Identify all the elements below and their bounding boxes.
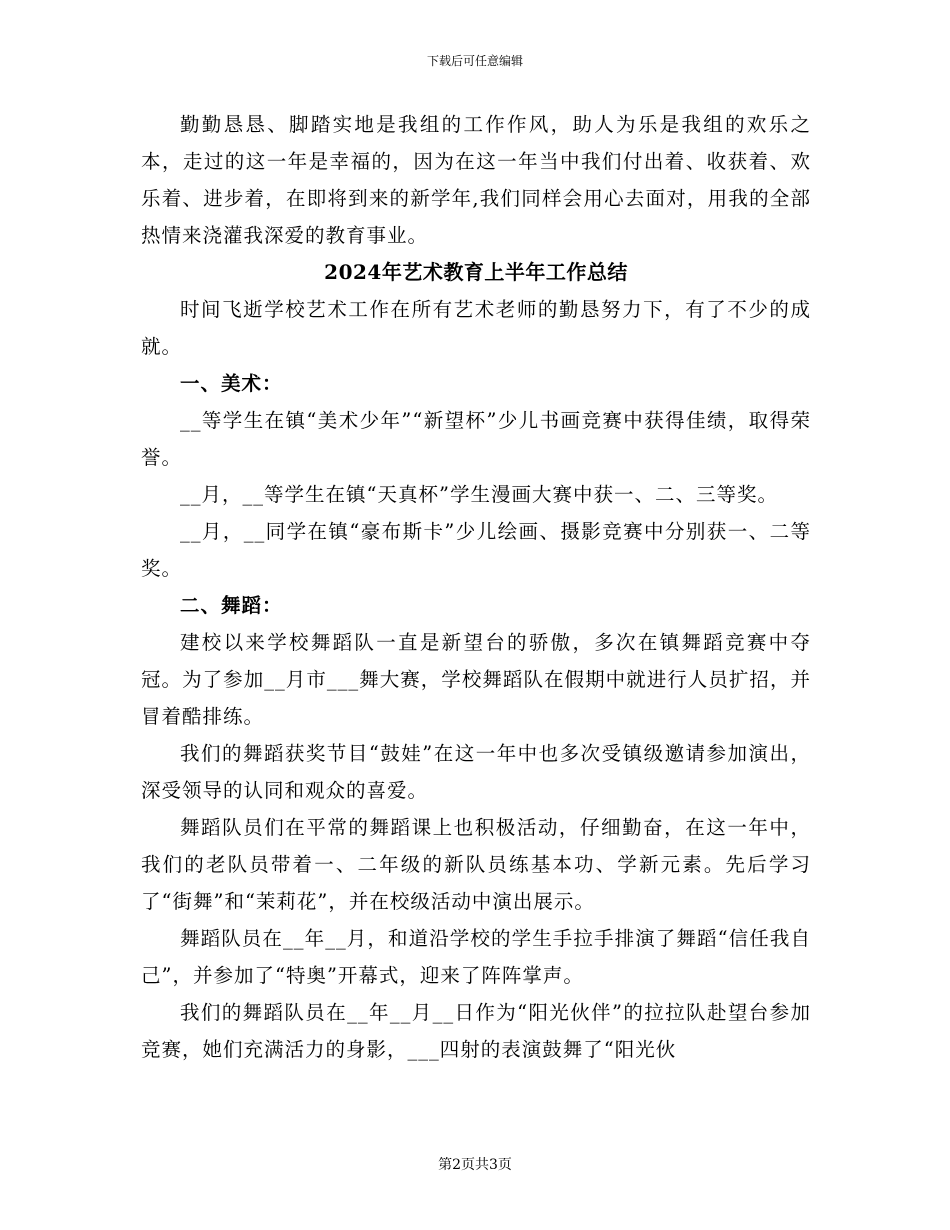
section-heading-art: 一、美术： [180,372,283,395]
page-header-note: 下载后可任意编辑 [426,54,523,68]
art-paragraph-1: __等学生在镇“美术少年”“新望杯”少儿书画竞赛中获得佳绩，取得荣誉。 [141,409,811,469]
dance-paragraph-1: 建校以来学校舞蹈队一直是新望台的骄傲，多次在镇舞蹈竞赛中夺冠。为了参加__月市___舞大赛，学校舞蹈队在假期中就进行人员扩招，并冒着酷排练。 [141,631,811,728]
art-paragraph-3: __月，__同学在镇“豪布斯卡”少儿绘画、摄影竞赛中分别获一、二等奖。 [141,520,811,580]
art-paragraph-2: __月，__等学生在镇“天真杯”学生漫画大赛中获一、二、三等奖。 [180,483,778,506]
page-number: 第2页共3页 [438,1157,512,1173]
dance-paragraph-4: 舞蹈队员在__年__月，和道沿学校的学生手拉手排演了舞蹈“信任我自己”，并参加了“特奥”开幕式，迎来了阵阵掌声。 [141,927,811,987]
dance-paragraph-5: 我们的舞蹈队员在__年__月__日作为“阳光伙伴”的拉拉队赴望台参加竞赛，她们充满活力的身影，___四射的表演鼓舞了“阳光伙 [141,1001,811,1061]
document-body [141,106,811,1068]
dance-paragraph-3: 舞蹈队员们在平常的舞蹈课上也积极活动，仔细勤奋，在这一年中，我们的老队员带着一、二年级的新队员练基本功、学新元素。先后学习了“街舞”和“茉莉花”，并在校级活动中演出展示。 [141,816,811,913]
document-title: 2024年艺术教育上半年工作总结 [324,260,628,284]
dance-paragraph-2: 我们的舞蹈获奖节目“鼓娃”在这一年中也多次受镇级邀请参加演出，深受领导的认同和观众的喜爱。 [141,742,811,802]
section-heading-dance: 二、舞蹈： [180,594,283,617]
opening-paragraph: 时间飞逝学校艺术工作在所有艺术老师的勤恳努力下，有了不少的成就。 [141,298,811,358]
intro-paragraph: 勤勤恳恳、脚踏实地是我组的工作作风，助人为乐是我组的欢乐之本，走过的这一年是幸福的，因为在这一年当中我们付出着、收获着、欢乐着、进步着，在即将到来的新学年,我们同样会用心去面对，用我的全部热情来浇灌我深爱的教育事业。 [141,113,811,247]
